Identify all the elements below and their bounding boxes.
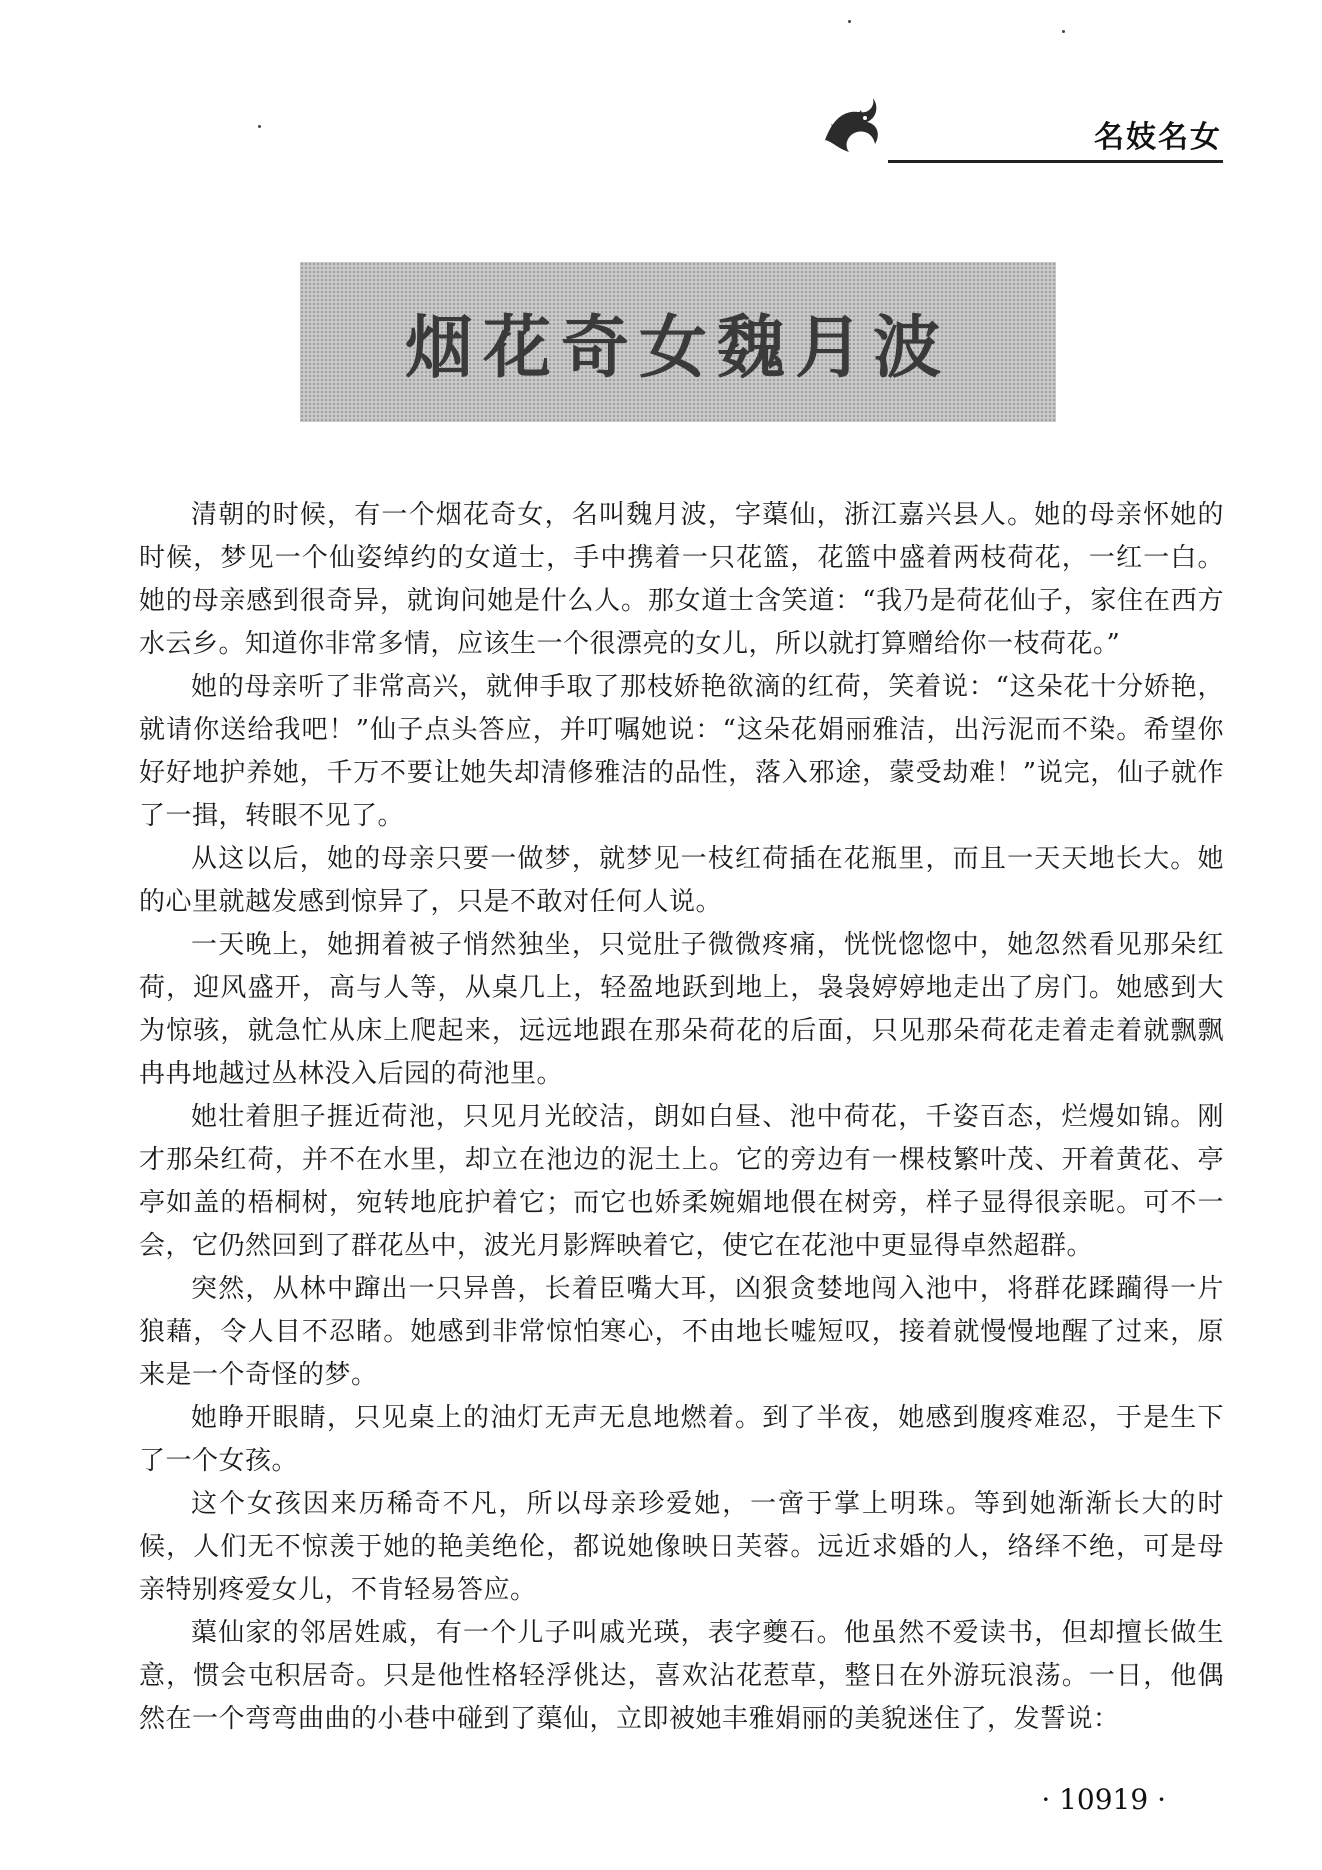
dragon-emblem-icon: [815, 88, 885, 158]
paragraph: 她的母亲听了非常高兴，就伸手取了那枝娇艳欲滴的红荷，笑着说：“这朵花十分娇艳，就请你送给我吧！”仙子点头答应，并叮嘱她说：“这朵花娟丽雅洁，出污泥而不染。希望你好好地护养她，千万不要让她失却清修雅洁的品性，落入邪途，蒙受劫难！”说完，仙子就作了一揖，转眼不见了。: [139, 672, 1224, 831]
scan-speck: [848, 20, 851, 23]
scan-speck: [1062, 30, 1065, 33]
paragraph: 蕖仙家的邻居姓戚，有一个儿子叫戚光瑛，表字夔石。他虽然不爱读书，但却擅长做生意，惯会屯积居奇。只是他性格轻浮佻达，喜欢沾花惹草，整日在外游玩浪荡。一日，他偶然在一个弯弯曲曲的小巷中碰到了蕖仙，立即被她丰雅娟丽的美貌迷住了，发誓说：: [139, 1618, 1224, 1734]
paragraph: 她睁开眼睛，只见桌上的油灯无声无息地燃着。到了半夜，她感到腹疼难忍，于是生下了一个女孩。: [139, 1403, 1224, 1476]
paragraph: 突然，从林中蹿出一只异兽，长着臣嘴大耳，凶狠贪婪地闯入池中，将群花蹂躏得一片狼藉，令人目不忍睹。她感到非常惊怕寒心，不由地长嘘短叹，接着就慢慢地醒了过来，原来是一个奇怪的梦。: [139, 1274, 1224, 1390]
article-title: 烟花奇女魏月波: [404, 307, 951, 388]
paragraph: 从这以后，她的母亲只要一做梦，就梦见一枝红荷插在花瓶里，而且一天天地长大。她的心里就越发感到惊异了，只是不敢对任何人说。: [139, 844, 1224, 917]
paragraph: 她壮着胆子捱近荷池，只见月光皎洁，朗如白昼、池中荷花，千姿百态，烂熳如锦。刚才那朵红荷，并不在水里，却立在池边的泥土上。它的旁边有一棵枝繁叶茂、开着黄花、亭亭如盖的梧桐树，宛转地庇护着它；而它也娇柔婉媚地偎在树旁，样子显得很亲昵。可不一会，它仍然回到了群花丛中，波光月影辉映着它，使它在花池中更显得卓然超群。: [139, 1102, 1224, 1261]
paragraph: 清朝的时候，有一个烟花奇女，名叫魏月波，字蕖仙，浙江嘉兴县人。她的母亲怀她的时候，梦见一个仙姿绰约的女道士，手中携着一只花篮，花篮中盛着两枝荷花，一红一白。她的母亲感到很奇异，就询问她是什么人。那女道士含笑道：“我乃是荷花仙子，家住在西方水云乡。知道你非常多情，应该生一个很漂亮的女儿，所以就打算赠给你一枝荷花。”: [139, 500, 1224, 659]
title-banner: [300, 262, 1056, 422]
article-body: [139, 494, 1224, 1741]
page-number: · 10919 ·: [1041, 1783, 1166, 1816]
header-rule: [888, 160, 1223, 163]
section-title: 名妓名女: [1094, 120, 1222, 155]
paragraph: 这个女孩因来历稀奇不凡，所以母亲珍爱她，一啻于掌上明珠。等到她渐渐长大的时候，人们无不惊羡于她的艳美绝伦，都说她像映日芙蓉。远近求婚的人，络绎不绝，可是母亲特别疼爱女儿，不肯轻易答应。: [139, 1489, 1224, 1605]
scan-speck: [258, 125, 261, 128]
paragraph: 一天晚上，她拥着被子悄然独坐，只觉肚子微微疼痛，恍恍惚惚中，她忽然看见那朵红荷，迎风盛开，高与人等，从桌几上，轻盈地跃到地上，袅袅婷婷地走出了房门。她感到大为惊骇，就急忙从床上爬起来，远远地跟在那朵荷花的后面，只见那朵荷花走着走着就飘飘冉冉地越过丛林没入后园的荷池里。: [139, 930, 1224, 1089]
